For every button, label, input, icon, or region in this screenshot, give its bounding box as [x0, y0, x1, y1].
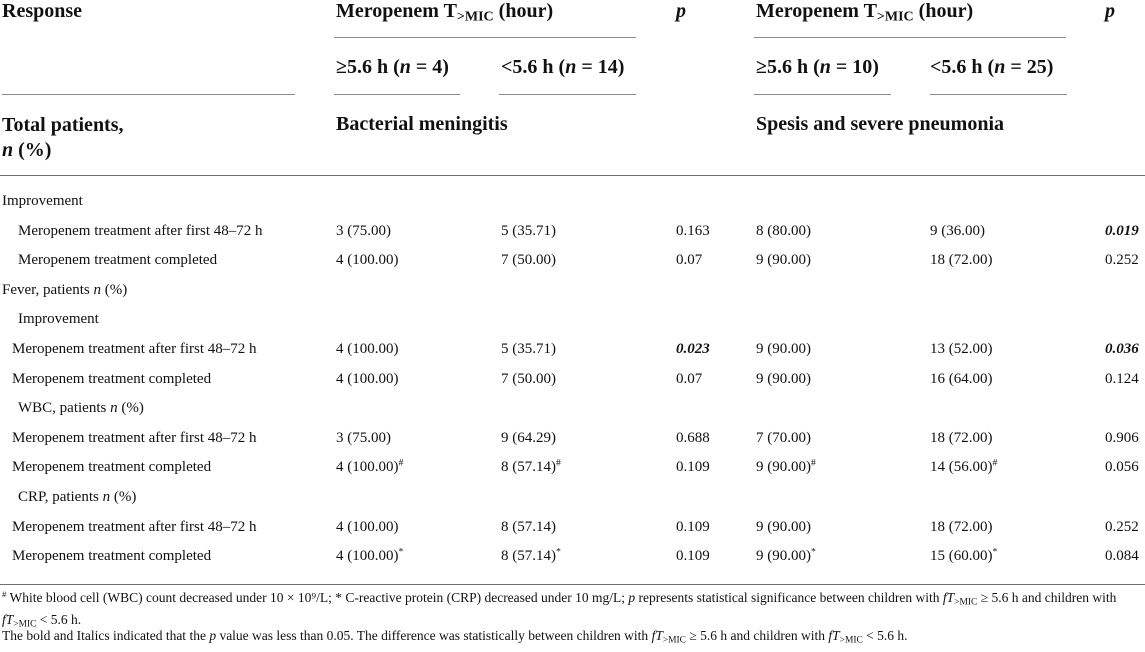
left-col-b-cell: 7 (50.00): [501, 371, 556, 387]
right-col-b-cell: 14 (56.00)#: [930, 457, 998, 475]
total-patients-line1: Total patients,: [2, 114, 124, 136]
right-p-cell: 0.124: [1105, 371, 1139, 387]
right-group-rule: [754, 37, 1066, 38]
right-group-title-suffix: (hour): [913, 0, 974, 22]
row-label: Meropenem treatment completed: [12, 548, 212, 564]
row-label: Meropenem treatment completed: [12, 459, 212, 475]
right-p-cell: 0.036: [1105, 341, 1139, 357]
left-p-header: p: [676, 0, 686, 22]
left-col-b-cell: 7 (50.00): [501, 252, 556, 268]
total-patients-header: [2, 113, 124, 163]
row-label: Fever, patients n (%): [2, 282, 128, 298]
section-sepsis-pneumonia: Spesis and severe pneumonia: [756, 113, 1005, 135]
left-group-title: [336, 0, 553, 26]
left-col-b-cell: 8 (57.14): [501, 519, 556, 535]
left-col-a-cell: 4 (100.00)*: [336, 546, 404, 564]
left-col-b-cell: 8 (57.14)#: [501, 457, 561, 475]
right-col-b-cell: 9 (36.00): [930, 223, 985, 239]
left-col-b-header: <5.6 h (n = 14): [501, 56, 625, 78]
right-col-a-cell: 9 (90.00): [756, 252, 811, 268]
row-label: Meropenem treatment completed: [18, 252, 218, 268]
left-group-title-sub: >MIC: [456, 9, 494, 25]
total-patients-line2: n (%): [2, 139, 52, 161]
left-col-a-cell: 4 (100.00)#: [336, 457, 404, 475]
right-group-title-sub: >MIC: [876, 9, 914, 25]
left-col-a-header: ≥5.6 h (n = 4): [336, 56, 449, 78]
header-bottom-rule: [0, 175, 1145, 176]
right-col-b-cell: 18 (72.00): [930, 430, 993, 446]
right-group-title-prefix: Meropenem T: [756, 0, 877, 22]
right-p-cell: 0.252: [1105, 519, 1139, 535]
left-col-b-cell: 5 (35.71): [501, 341, 556, 357]
right-col-a-cell: 7 (70.00): [756, 430, 811, 446]
right-p-header: p: [1105, 0, 1115, 22]
right-p-cell: 0.056: [1105, 459, 1139, 475]
row-label: Improvement: [2, 193, 83, 209]
row-label: Meropenem treatment after first 48–72 h: [12, 519, 257, 535]
left-group-title-suffix: (hour): [493, 0, 554, 22]
left-col-a-cell: 4 (100.00): [336, 519, 399, 535]
right-col-a-cell: 8 (80.00): [756, 223, 811, 239]
row-label: Meropenem treatment after first 48–72 h: [18, 223, 263, 239]
left-p-cell: 0.109: [676, 519, 710, 535]
right-p-cell: 0.906: [1105, 430, 1139, 446]
footnote-1: # White blood cell (WBC) count decreased under 10 × 10⁹/L; * C-reactive protein (CRP) decreased under 10 mg/L; p represents statistical significance between children with $fT_{>MIC} \ge 5.6$ h and children with $fT_{>MIC} < 5.6$ h.: [2, 589, 1117, 630]
left-col-a-rule: [334, 94, 460, 95]
left-col-b-cell: 9 (64.29): [501, 430, 556, 446]
right-col-a-cell: 9 (90.00): [756, 519, 811, 535]
left-p-cell: 0.163: [676, 223, 710, 239]
right-col-a-cell: 9 (90.00)*: [756, 546, 816, 564]
right-col-b-cell: 16 (64.00): [930, 371, 993, 387]
row-label: WBC, patients n (%): [18, 400, 144, 416]
row-label: CRP, patients n (%): [18, 489, 137, 505]
right-p-cell: 0.084: [1105, 548, 1139, 564]
table-bottom-rule: [0, 584, 1145, 585]
right-p-cell: 0.019: [1105, 223, 1139, 239]
right-col-a-rule: [754, 94, 891, 95]
left-col-a-cell: 3 (75.00): [336, 430, 391, 446]
left-p-cell: 0.109: [676, 459, 710, 475]
left-p-cell: 0.07: [676, 371, 703, 387]
right-col-a-cell: 9 (90.00)#: [756, 457, 816, 475]
right-col-b-cell: 15 (60.00)*: [930, 546, 998, 564]
left-col-b-rule: [499, 94, 636, 95]
left-p-cell: 0.023: [676, 341, 710, 357]
row-label: Meropenem treatment completed: [12, 371, 212, 387]
left-col-a-cell: 4 (100.00): [336, 371, 399, 387]
right-col-b-cell: 18 (72.00): [930, 252, 993, 268]
footnote-2: The bold and Italics indicated that the p value was less than 0.05. The difference was statistically between children with $fT_{>MIC} \ge 5.6$ h and children with $fT_{>MIC} < 5.6$ h.: [2, 628, 908, 646]
response-header: Response: [2, 0, 83, 22]
right-group-title: [756, 0, 973, 26]
right-col-b-header: <5.6 h (n = 25): [930, 56, 1054, 78]
left-p-cell: 0.688: [676, 430, 710, 446]
row-label: Improvement: [18, 311, 99, 327]
right-col-b-cell: 18 (72.00): [930, 519, 993, 535]
section-bacterial-meningitis: Bacterial meningitis: [336, 113, 508, 135]
left-group-rule: [334, 37, 636, 38]
left-col-b-cell: 5 (35.71): [501, 223, 556, 239]
right-p-cell: 0.252: [1105, 252, 1139, 268]
row-label: Meropenem treatment after first 48–72 h: [12, 341, 257, 357]
left-col-a-cell: 3 (75.00): [336, 223, 391, 239]
left-col-a-cell: 4 (100.00): [336, 341, 399, 357]
right-col-a-cell: 9 (90.00): [756, 341, 811, 357]
left-group-title-prefix: Meropenem T: [336, 0, 457, 22]
left-col-a-cell: 4 (100.00): [336, 252, 399, 268]
left-col-b-cell: 8 (57.14)*: [501, 546, 561, 564]
response-rule: [2, 94, 295, 95]
right-col-b-rule: [930, 94, 1067, 95]
left-p-cell: 0.109: [676, 548, 710, 564]
row-label: Meropenem treatment after first 48–72 h: [12, 430, 257, 446]
right-col-a-header: ≥5.6 h (n = 10): [756, 56, 879, 78]
right-col-a-cell: 9 (90.00): [756, 371, 811, 387]
right-col-b-cell: 13 (52.00): [930, 341, 993, 357]
left-p-cell: 0.07: [676, 252, 703, 268]
